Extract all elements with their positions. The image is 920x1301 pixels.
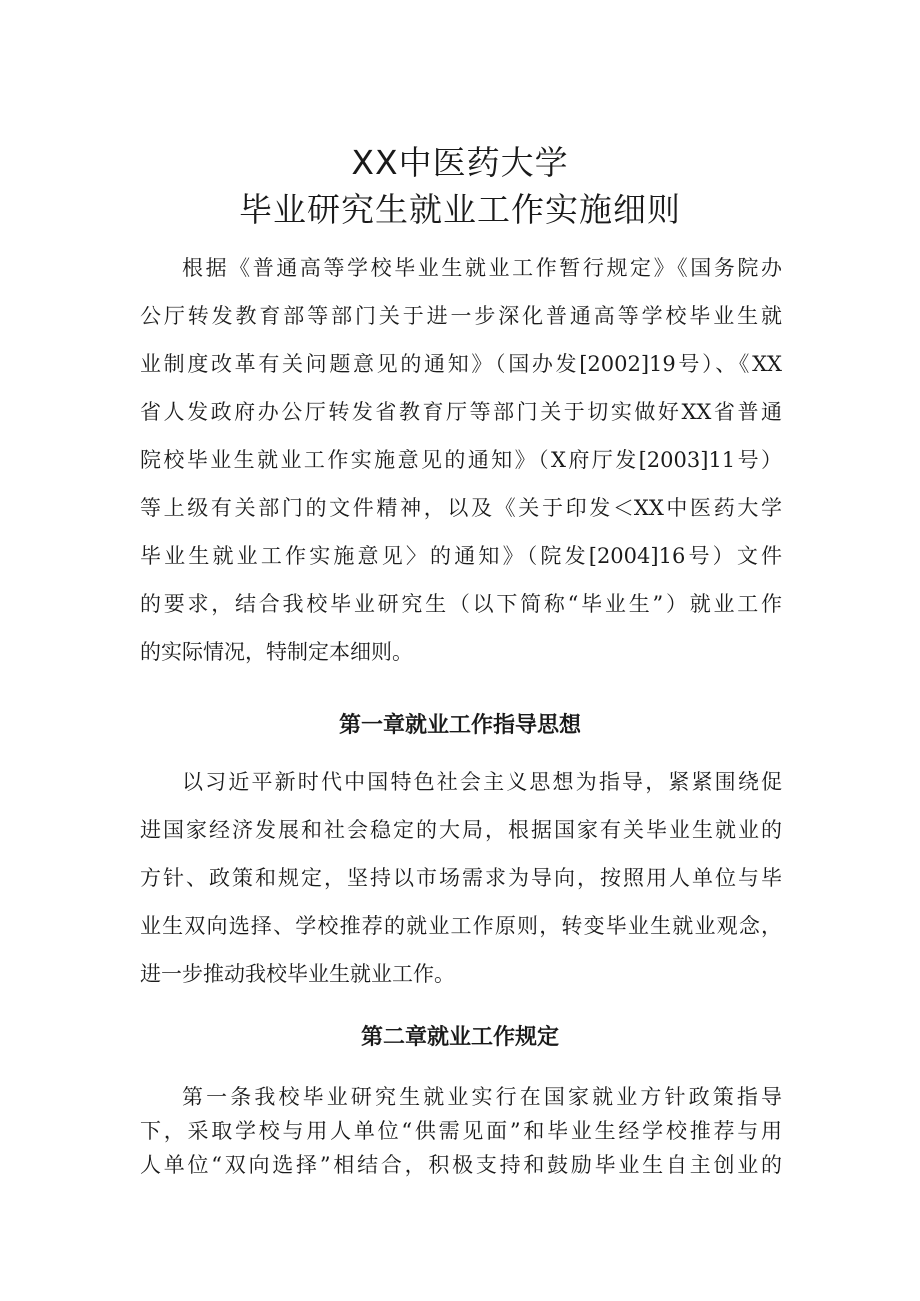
paragraph-line: 院校毕业生就业工作实施意见的通知》（X府厅发[2003]11号） [140,448,782,472]
chapter1-heading: 第一章就业工作指导思想 [338,713,581,738]
paragraph-line: 公厅转发教育部等部门关于进一步深化普通高等学校毕业生就 [140,304,782,328]
chapter2-paragraph [140,1080,782,1182]
paragraph-line: 下，采取学校与用人单位“供需见面”和毕业生经学校推荐与用 [140,1119,782,1143]
paragraph-line: 人单位“双向选择”相结合，积极支持和鼓励毕业生自主创业的 [140,1153,782,1177]
document-title-rules: 毕业研究生就业工作实施细则 [239,190,681,229]
paragraph-line: 业生双向选择、学校推荐的就业工作原则，转变毕业生就业观念， [140,914,782,938]
paragraph-line: 方针、政策和规定，坚持以市场需求为导向，按照用人单位与毕 [140,866,782,890]
paragraph-line: 等上级有关部门的文件精神，以及《关于印发＜XX中医药大学 [140,496,782,520]
paragraph-line: 根据《普通高等学校毕业生就业工作暂行规定》《国务院办 [182,256,782,280]
chapter1-paragraph [140,758,782,998]
paragraph-line: 业制度改革有关问题意见的通知》（国办发[2002]19号）、《XX [140,352,782,376]
paragraph-line: 毕业生就业工作实施意见〉的通知》（院发[2004]16号）文件 [140,544,782,568]
document-title-university: XX中医药大学 [351,143,569,182]
paragraph-line: 以习近平新时代中国特色社会主义思想为指导，紧紧围绕促 [182,770,782,794]
paragraph-line: 的实际情况，特制定本细则。 [140,640,413,664]
paragraph-line: 省人发政府办公厅转发省教育厅等部门关于切实做好XX省普通 [140,400,782,424]
chapter2-heading: 第二章就业工作规定 [360,1025,559,1050]
paragraph-line: 的要求，结合我校毕业研究生（以下简称“毕业生”）就业工作 [140,592,782,616]
intro-paragraph [140,244,782,676]
paragraph-line: 进国家经济发展和社会稳定的大局，根据国家有关毕业生就业的 [140,818,782,842]
paragraph-line: 进一步推动我校毕业生就业工作。 [140,962,455,986]
paragraph-line: 第一条我校毕业研究生就业实行在国家就业方针政策指导 [182,1085,782,1109]
